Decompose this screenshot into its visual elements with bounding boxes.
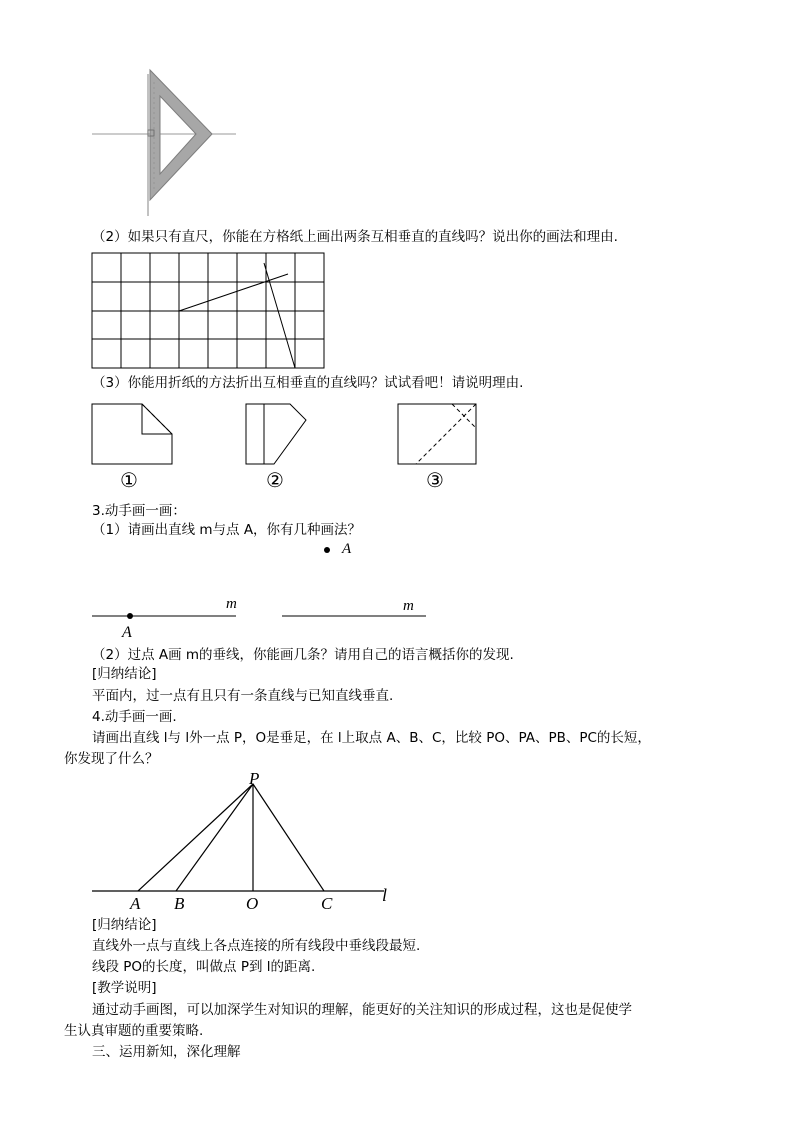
question-2-2: （2）如果只有直尺，你能在方格纸上画出两条互相垂直的直线吗？说出你的画法和理由. <box>92 229 618 245</box>
question-3-1: （1）请画出直线 m与点 A，你有几种画法？ <box>92 522 362 538</box>
summary-tag-4: [归纳结论] <box>92 917 157 933</box>
note-tag: [教学说明] <box>92 980 157 996</box>
note-line1: 通过动手画图，可以加深学生对知识的理解，能更好的关注知识的形成过程，这也是促使学 <box>92 1002 632 1018</box>
fold-label-1: ① <box>120 468 138 492</box>
question-3-2: （2）过点 A画 m的垂线，你能画几条？请用自己的语言概括你的发现. <box>92 647 514 663</box>
perpendicular-distance-figure <box>88 764 408 914</box>
note-line2: 生认真审题的重要策略. <box>64 1023 204 1039</box>
summary-4-line2: 线段 PO的长度，叫做点 P到 l的距离. <box>92 959 316 975</box>
next-section-heading: 三、运用新知，深化理解 <box>92 1044 241 1060</box>
fig-label-b: B <box>174 894 185 913</box>
fig-label-l: l <box>382 885 388 905</box>
fig-label-o: O <box>246 894 259 913</box>
label-a-top: A <box>342 541 352 557</box>
line-m-with-point-a <box>90 608 240 620</box>
label-a-bottom: A <box>122 624 132 641</box>
question-4-line1: 请画出直线 l与 l外一点 P，O是垂足，在 l上取点 A、B、C，比较 PO、PA、PB、PC的长短， <box>92 730 651 746</box>
grid-paper-figure <box>90 251 328 371</box>
fold-figure-2 <box>244 402 310 468</box>
point-a-dot <box>322 545 332 555</box>
fig-label-p: P <box>249 769 260 788</box>
question-4-line2: 你发现了什么？ <box>64 751 159 767</box>
summary-tag-3: [归纳结论] <box>92 666 157 682</box>
summary-3: 平面内，过一点有且只有一条直线与已知直线垂直. <box>92 688 394 704</box>
fig-label-a: A <box>130 894 141 913</box>
set-square-figure <box>88 66 240 220</box>
fold-figure-3 <box>396 402 480 468</box>
label-m-left: m <box>226 596 237 612</box>
question-2-3: （3）你能用折纸的方法折出互相垂直的直线吗？试试看吧！请说明理由. <box>92 375 524 391</box>
fold-label-2: ② <box>266 468 284 492</box>
fold-label-3: ③ <box>426 468 444 492</box>
summary-4-line1: 直线外一点与直线上各点连接的所有线段中垂线段最短. <box>92 938 421 954</box>
section-3-heading: 3.动手画一画： <box>92 503 186 519</box>
fold-figure-1 <box>90 402 176 468</box>
label-m-right: m <box>403 598 414 614</box>
section-4-heading: 4.动手画一画. <box>92 709 177 725</box>
fig-label-c: C <box>321 894 333 913</box>
